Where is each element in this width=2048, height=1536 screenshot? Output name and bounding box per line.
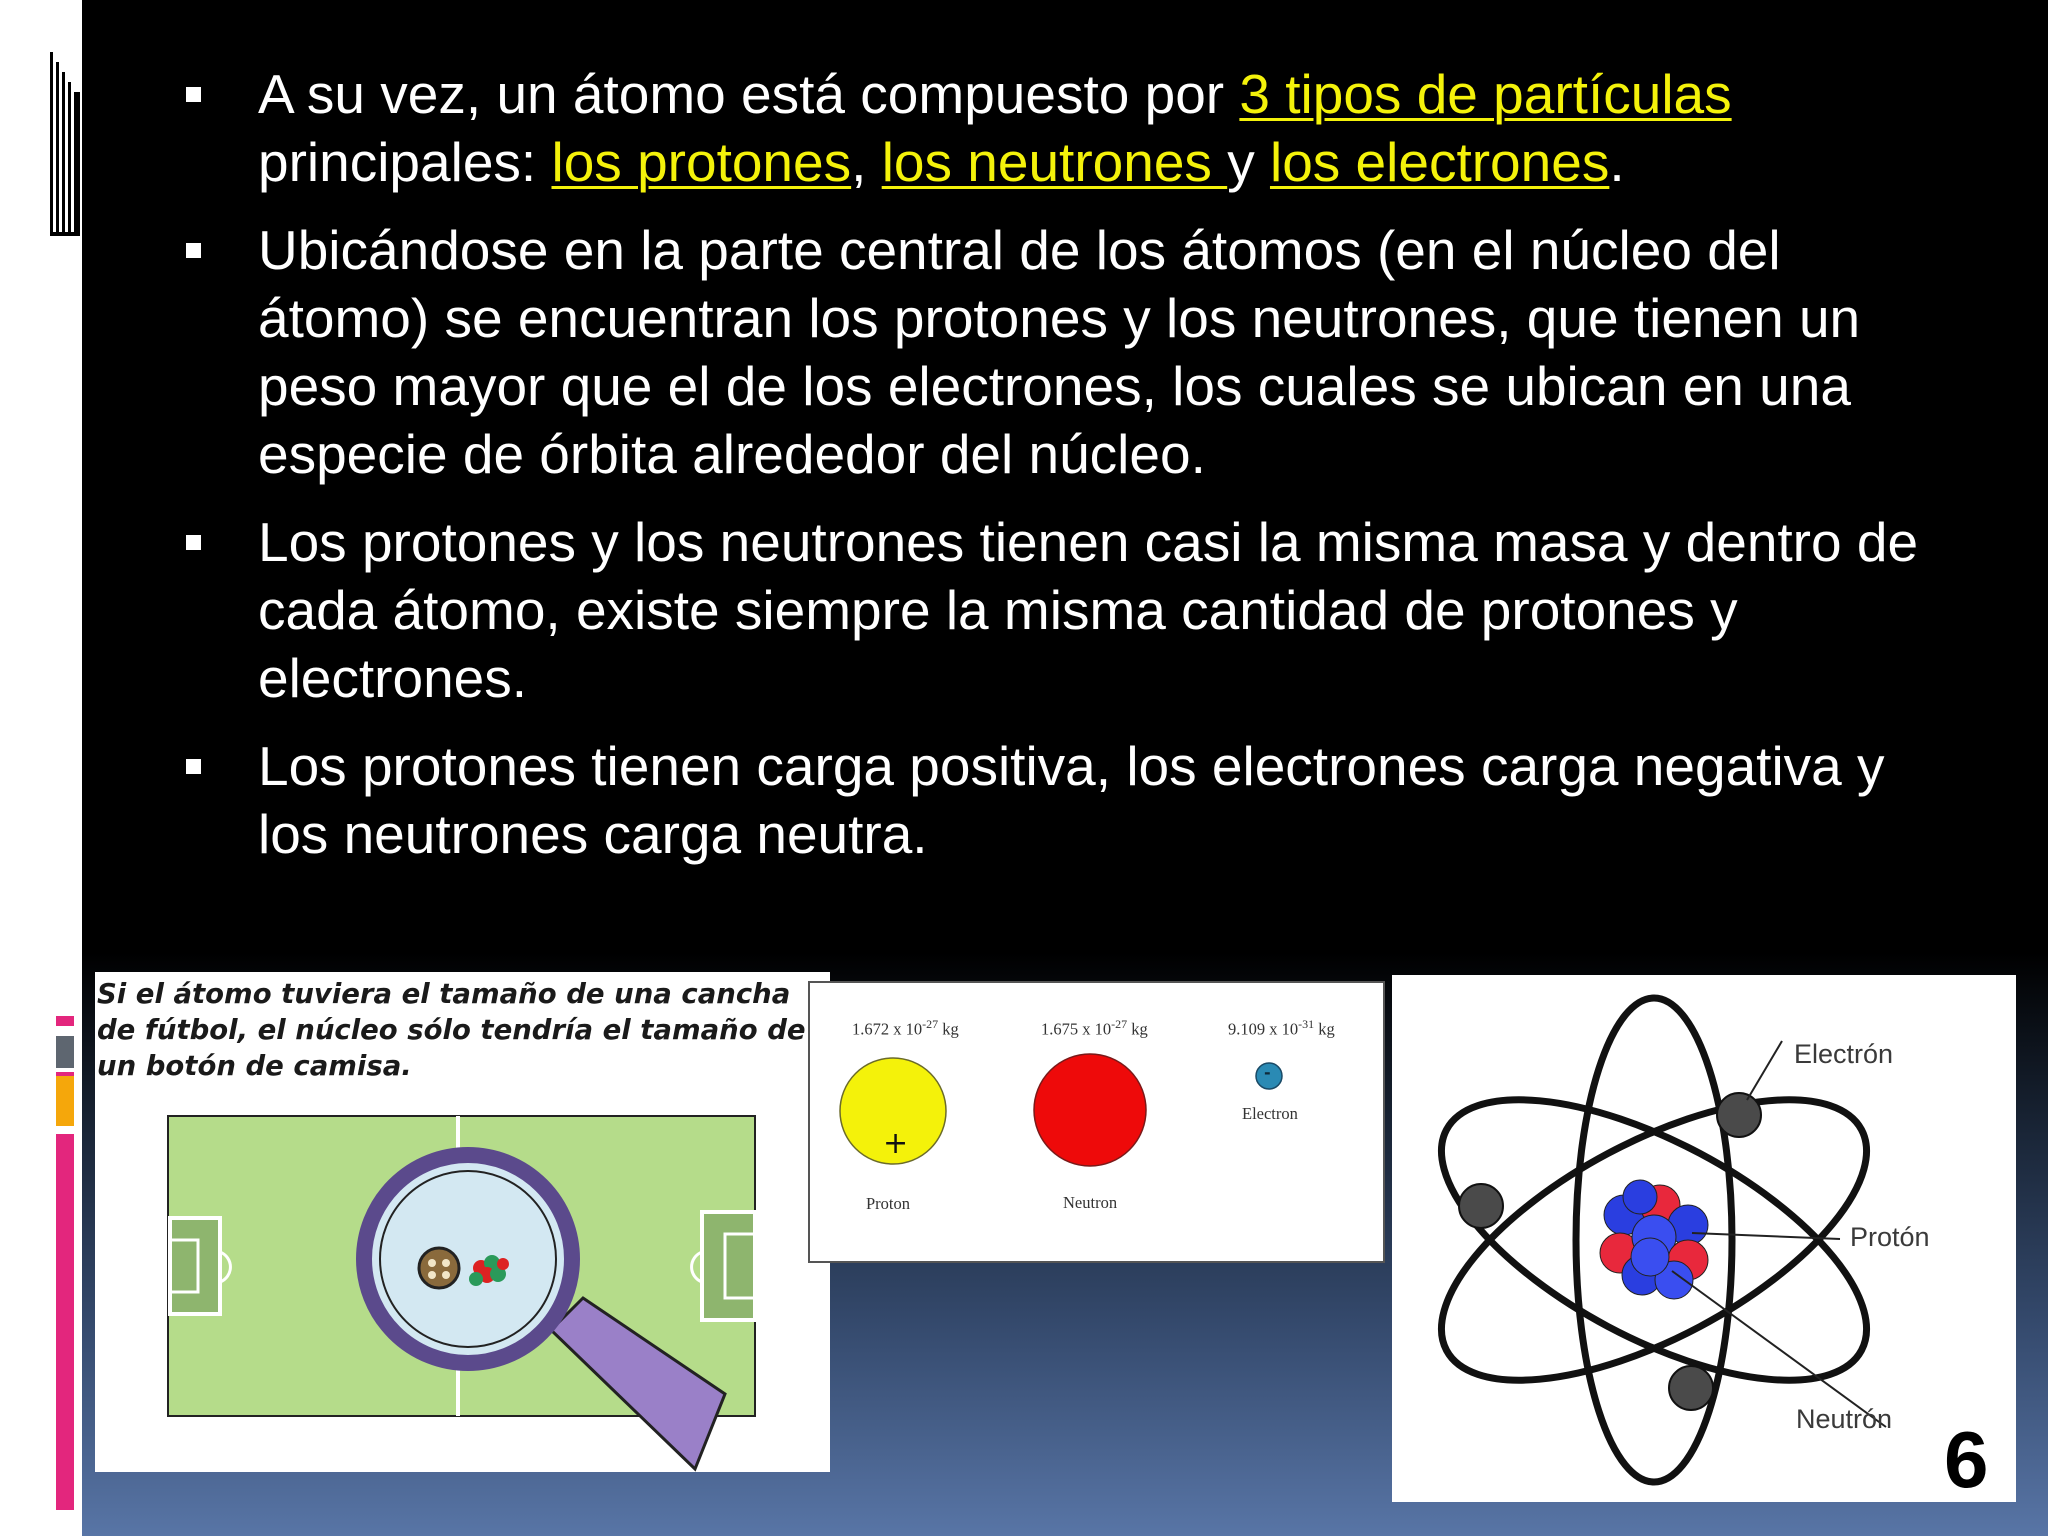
proton-mass-unit: kg <box>942 1019 959 1039</box>
electron-label: Electrón <box>1794 1039 1894 1069</box>
bullet-1-text-d: y <box>1227 131 1270 193</box>
neutron-label: Neutrón <box>1796 1404 1893 1434</box>
bullet-1-text-c: , <box>851 131 882 193</box>
proton-mass-mantissa: 1.672 x 10 <box>852 1019 923 1039</box>
electron-mass-unit: kg <box>1318 1019 1335 1039</box>
proton-mass-exponent: -27 <box>922 1017 939 1031</box>
bullet-4-text: Los protones tienen carga positiva, los electrones carga negativa y los neutrones carga neutra. <box>258 735 1885 865</box>
atom-model-figure <box>1392 975 2016 1502</box>
bullet-square-icon <box>186 759 201 774</box>
accent-bar-pink-long <box>56 1134 74 1510</box>
accent-bar-gray <box>56 1036 74 1068</box>
bullet-1-text-e: . <box>1609 131 1625 193</box>
electron-ball <box>1717 1093 1761 1137</box>
electron-label: Electron <box>1242 1104 1298 1123</box>
electron-mass-exponent: -31 <box>1298 1017 1315 1031</box>
nucleus <box>1600 1180 1708 1299</box>
accent-bar-pink-top <box>56 1016 74 1026</box>
neutron-sphere <box>1034 1054 1146 1166</box>
bullet-square-icon <box>186 243 201 258</box>
proton-label: Protón <box>1850 1222 1930 1252</box>
link-3-tipos-de-particulas[interactable]: 3 tipos de partículas <box>1239 63 1732 125</box>
bullet-item-1 <box>176 60 1956 196</box>
proton-label: Proton <box>866 1194 911 1213</box>
bullet-3-text: Los protones y los neutrones tienen casi la misma masa y dentro de cada átomo, existe siempre la misma cantidad de protones y electrones. <box>258 511 1919 709</box>
electron-ball <box>1669 1366 1713 1410</box>
neutron-mass-unit: kg <box>1131 1019 1148 1039</box>
link-los-neutrones[interactable]: los neutrones <box>881 131 1228 193</box>
neutron-mass-exponent: -27 <box>1111 1017 1128 1031</box>
bullet-item-2 <box>176 216 1956 488</box>
neutron-mass-mantissa: 1.675 x 10 <box>1041 1019 1112 1039</box>
proton-charge-sign: + <box>883 1126 909 1161</box>
particle-mass-figure <box>808 981 1385 1263</box>
bullet-1-text-b: principales: <box>258 131 552 193</box>
bullet-square-icon <box>186 535 201 550</box>
bullet-item-3 <box>176 508 1956 712</box>
neutron-label: Neutron <box>1063 1193 1118 1212</box>
electron-mass-mantissa: 9.109 x 10 <box>1228 1019 1299 1039</box>
bullet-2-text: Ubicándose en la parte central de los átomos (en el núcleo del átomo) se encuentran los protones y los neutrones, que tienen un peso mayor que el de los electrones, los cuales se ubican en una especie de órbita alrededor del núcleo. <box>258 219 1861 485</box>
bullet-1-text-a: A su vez, un átomo está compuesto por <box>258 63 1240 125</box>
link-los-electrones[interactable]: los electrones <box>1269 131 1610 193</box>
slide-number: 6 <box>1944 1415 1989 1504</box>
soccer-field-figure <box>95 972 830 1472</box>
electron-charge-sign: - <box>1264 1063 1271 1082</box>
electron-ball <box>1459 1184 1503 1228</box>
link-los-protones[interactable]: los protones <box>551 131 852 193</box>
document-stack-icon <box>46 48 80 238</box>
field-illustration <box>95 972 830 1472</box>
bullet-item-4 <box>176 732 1956 868</box>
bullet-square-icon <box>186 87 201 102</box>
bullet-list <box>176 60 1956 888</box>
accent-bar-orange <box>56 1076 74 1126</box>
field-caption: Si el átomo tuviera el tamaño de una cancha de fútbol, el núcleo sólo tendría el tamaño de un botón de camisa. <box>97 978 806 1082</box>
